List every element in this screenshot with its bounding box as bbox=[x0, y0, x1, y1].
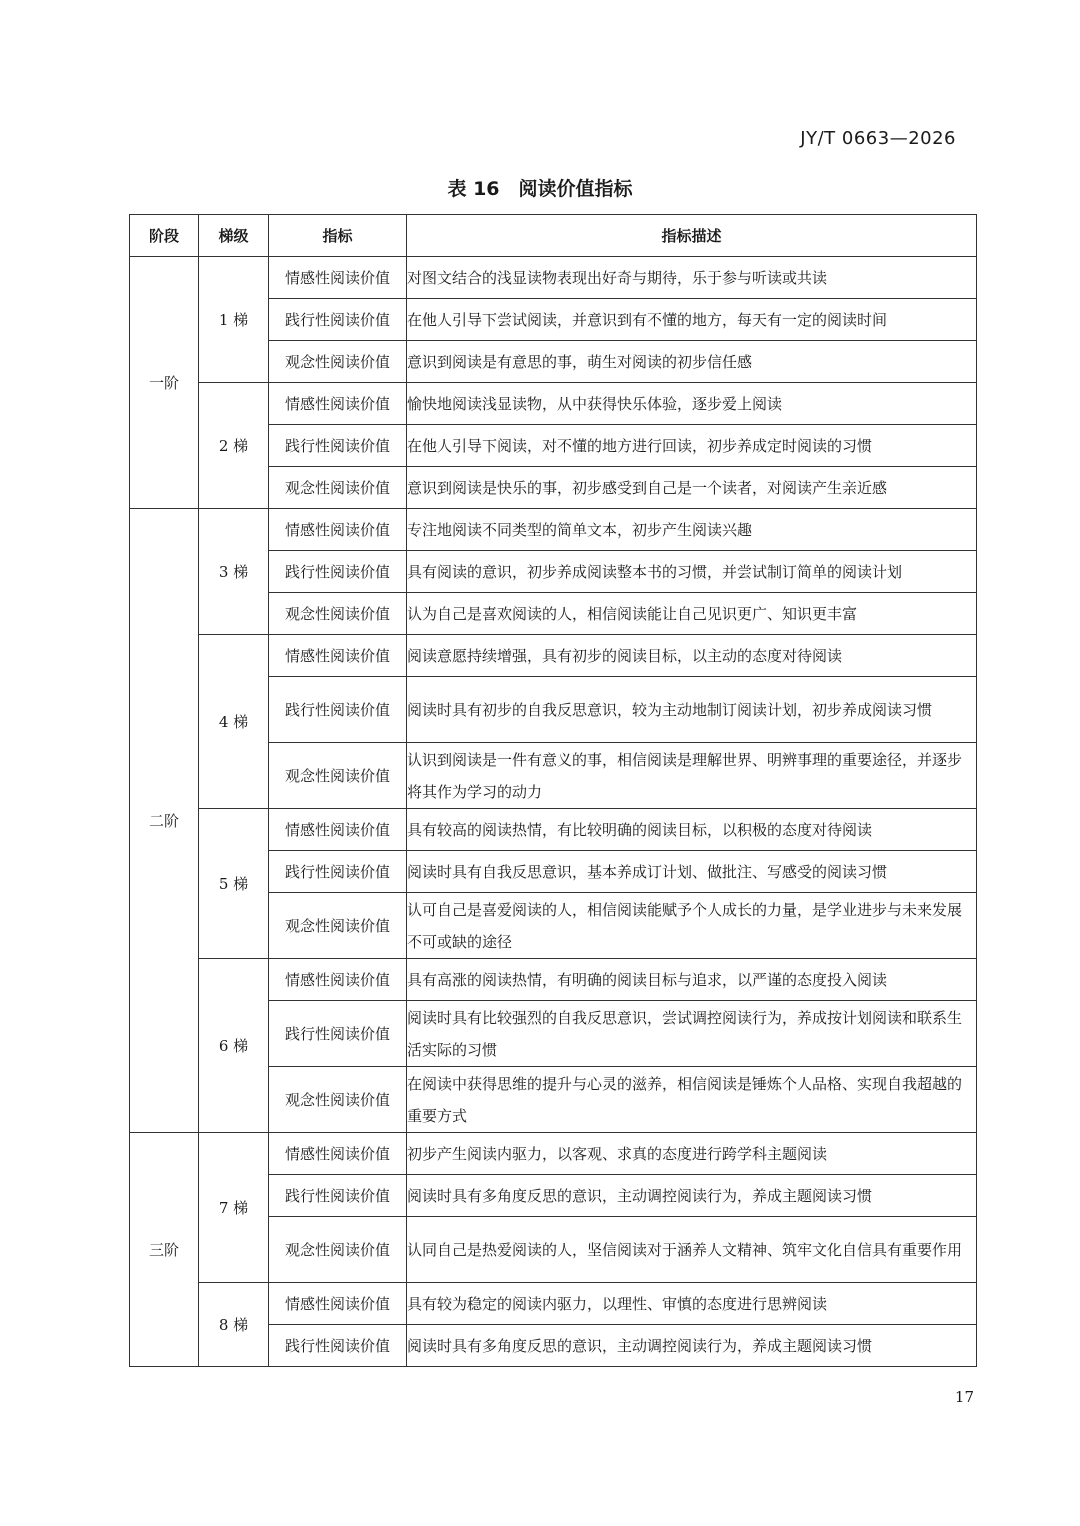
indicator-cell: 践行性阅读价值 bbox=[269, 677, 407, 743]
indicator-cell: 情感性阅读价值 bbox=[269, 257, 407, 299]
table-row bbox=[130, 1283, 977, 1325]
description-cell: 认识到阅读是一件有意义的事，相信阅读是理解世界、明辨事理的重要途径，并逐步将其作为学习的动力 bbox=[407, 743, 977, 809]
table-row bbox=[130, 257, 977, 299]
description-cell: 具有高涨的阅读热情，有明确的阅读目标与追求，以严谨的态度投入阅读 bbox=[407, 959, 977, 1001]
description-cell: 在他人引导下阅读，对不懂的地方进行回读，初步养成定时阅读的习惯 bbox=[407, 425, 977, 467]
indicator-cell: 观念性阅读价值 bbox=[269, 1217, 407, 1283]
description-cell: 认同自己是热爱阅读的人，坚信阅读对于涵养人文精神、筑牢文化自信具有重要作用 bbox=[407, 1217, 977, 1283]
indicator-cell: 践行性阅读价值 bbox=[269, 1175, 407, 1217]
indicator-cell: 情感性阅读价值 bbox=[269, 1283, 407, 1325]
description-cell: 对图文结合的浅显读物表现出好奇与期待，乐于参与听读或共读 bbox=[407, 257, 977, 299]
table-row bbox=[130, 959, 977, 1001]
level-cell: 7 梯 bbox=[199, 1133, 269, 1283]
indicator-cell: 情感性阅读价值 bbox=[269, 509, 407, 551]
indicator-cell: 践行性阅读价值 bbox=[269, 1001, 407, 1067]
description-cell: 阅读时具有多角度反思的意识，主动调控阅读行为，养成主题阅读习惯 bbox=[407, 1175, 977, 1217]
page-number: 17 bbox=[954, 1388, 974, 1406]
level-cell: 5 梯 bbox=[199, 809, 269, 959]
indicator-cell: 情感性阅读价值 bbox=[269, 809, 407, 851]
indicator-cell: 情感性阅读价值 bbox=[269, 959, 407, 1001]
description-cell: 在阅读中获得思维的提升与心灵的滋养，相信阅读是锤炼个人品格、实现自我超越的重要方式 bbox=[407, 1067, 977, 1133]
level-cell: 8 梯 bbox=[199, 1283, 269, 1367]
column-header-indicator: 指标 bbox=[269, 215, 407, 257]
standard-code: JY/T 0663—2026 bbox=[800, 128, 956, 149]
indicator-cell: 观念性阅读价值 bbox=[269, 743, 407, 809]
description-cell: 在他人引导下尝试阅读，并意识到有不懂的地方，每天有一定的阅读时间 bbox=[407, 299, 977, 341]
description-cell: 阅读时具有初步的自我反思意识，较为主动地制订阅读计划，初步养成阅读习惯 bbox=[407, 677, 977, 743]
description-cell: 阅读意愿持续增强，具有初步的阅读目标，以主动的态度对待阅读 bbox=[407, 635, 977, 677]
indicator-cell: 践行性阅读价值 bbox=[269, 425, 407, 467]
table-row bbox=[130, 509, 977, 551]
description-cell: 阅读时具有多角度反思的意识，主动调控阅读行为，养成主题阅读习惯 bbox=[407, 1325, 977, 1367]
indicator-cell: 践行性阅读价值 bbox=[269, 1325, 407, 1367]
description-cell: 意识到阅读是有意思的事，萌生对阅读的初步信任感 bbox=[407, 341, 977, 383]
indicator-cell: 观念性阅读价值 bbox=[269, 893, 407, 959]
level-cell: 2 梯 bbox=[199, 383, 269, 509]
indicator-cell: 观念性阅读价值 bbox=[269, 467, 407, 509]
level-cell: 4 梯 bbox=[199, 635, 269, 809]
level-cell: 3 梯 bbox=[199, 509, 269, 635]
indicator-cell: 观念性阅读价值 bbox=[269, 593, 407, 635]
description-cell: 认可自己是喜爱阅读的人，相信阅读能赋予个人成长的力量，是学业进步与未来发展不可或缺的途径 bbox=[407, 893, 977, 959]
description-cell: 意识到阅读是快乐的事，初步感受到自己是一个读者，对阅读产生亲近感 bbox=[407, 467, 977, 509]
indicator-cell: 践行性阅读价值 bbox=[269, 851, 407, 893]
stage-cell: 一阶 bbox=[130, 257, 199, 509]
indicator-cell: 情感性阅读价值 bbox=[269, 635, 407, 677]
description-cell: 具有较为稳定的阅读内驱力，以理性、审慎的态度进行思辨阅读 bbox=[407, 1283, 977, 1325]
indicator-cell: 情感性阅读价值 bbox=[269, 1133, 407, 1175]
description-cell: 阅读时具有比较强烈的自我反思意识，尝试调控阅读行为，养成按计划阅读和联系生活实际的习惯 bbox=[407, 1001, 977, 1067]
table-title: 表 16 阅读价值指标 bbox=[447, 178, 633, 200]
description-cell: 阅读时具有自我反思意识，基本养成订计划、做批注、写感受的阅读习惯 bbox=[407, 851, 977, 893]
description-cell: 初步产生阅读内驱力，以客观、求真的态度进行跨学科主题阅读 bbox=[407, 1133, 977, 1175]
table-body bbox=[130, 257, 977, 1367]
table-row bbox=[130, 383, 977, 425]
description-cell: 愉快地阅读浅显读物，从中获得快乐体验，逐步爱上阅读 bbox=[407, 383, 977, 425]
table-header-row bbox=[130, 215, 977, 257]
table-row bbox=[130, 809, 977, 851]
description-cell: 专注地阅读不同类型的简单文本，初步产生阅读兴趣 bbox=[407, 509, 977, 551]
column-header-stage: 阶段 bbox=[130, 215, 199, 257]
indicator-cell: 观念性阅读价值 bbox=[269, 341, 407, 383]
description-cell: 认为自己是喜欢阅读的人，相信阅读能让自己见识更广、知识更丰富 bbox=[407, 593, 977, 635]
indicator-cell: 践行性阅读价值 bbox=[269, 299, 407, 341]
description-cell: 具有阅读的意识，初步养成阅读整本书的习惯，并尝试制订简单的阅读计划 bbox=[407, 551, 977, 593]
stage-cell: 二阶 bbox=[130, 509, 199, 1133]
level-cell: 1 梯 bbox=[199, 257, 269, 383]
stage-cell: 三阶 bbox=[130, 1133, 199, 1367]
column-header-level: 梯级 bbox=[199, 215, 269, 257]
reading-value-indicator-table bbox=[129, 214, 977, 1367]
level-cell: 6 梯 bbox=[199, 959, 269, 1133]
indicator-cell: 践行性阅读价值 bbox=[269, 551, 407, 593]
table-row bbox=[130, 635, 977, 677]
indicator-cell: 情感性阅读价值 bbox=[269, 383, 407, 425]
column-header-description: 指标描述 bbox=[407, 215, 977, 257]
table-row bbox=[130, 1133, 977, 1175]
indicator-cell: 观念性阅读价值 bbox=[269, 1067, 407, 1133]
description-cell: 具有较高的阅读热情，有比较明确的阅读目标，以积极的态度对待阅读 bbox=[407, 809, 977, 851]
